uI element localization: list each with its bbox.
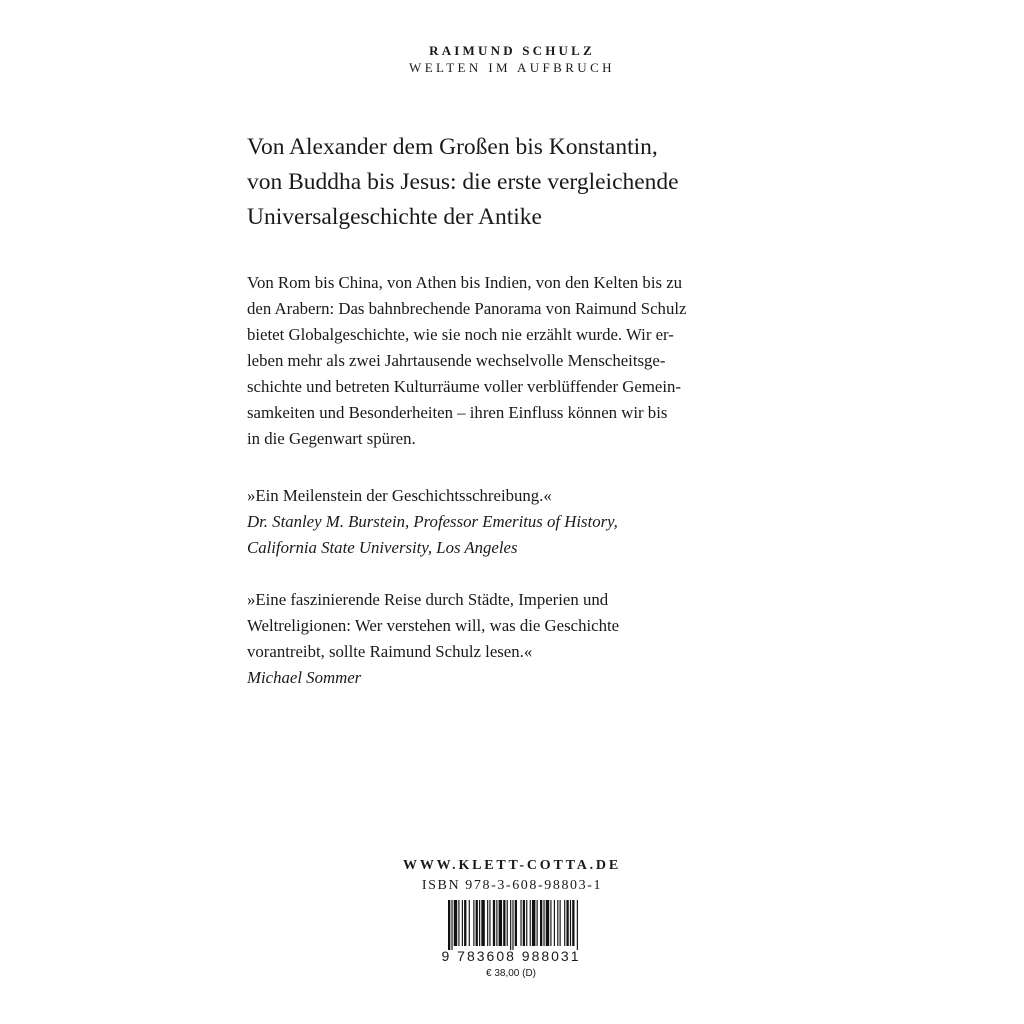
quote-attribution: California State University, Los Angeles	[247, 538, 518, 557]
barcode-bar	[481, 900, 484, 946]
barcode-bar	[554, 900, 555, 946]
headline-line: Universalgeschichte der Antike	[247, 204, 542, 230]
barcode-bar	[530, 900, 531, 946]
barcode-bar	[512, 900, 513, 950]
barcode-bar	[479, 900, 480, 946]
header	[0, 42, 1024, 76]
barcode-bar	[464, 900, 466, 946]
barcode-bar	[476, 900, 478, 946]
blurb-line: den Arabern: Das bahnbrechende Panorama von Raimund Schulz	[247, 299, 687, 318]
headline	[247, 130, 787, 235]
barcode-bar	[515, 900, 517, 946]
barcode-bar	[520, 900, 521, 946]
barcode-bar	[526, 900, 527, 946]
review-quote	[247, 587, 787, 691]
quote-line: Weltreligionen: Wer verstehen will, was die Geschichte	[247, 616, 620, 635]
barcode-bar	[454, 900, 457, 946]
quote-line: »Ein Meilenstein der Geschichtsschreibung.«	[247, 486, 552, 505]
barcode-bar	[503, 900, 505, 946]
barcode-bar	[469, 900, 470, 946]
barcode-bar	[499, 900, 502, 946]
barcode-bar	[546, 900, 549, 946]
barcode-bar	[451, 900, 452, 950]
blurb-line: Von Rom bis China, von Athen bis Indien, von den Kelten bis zu	[247, 273, 683, 292]
barcode-bar	[557, 900, 558, 946]
barcode-bar	[487, 900, 488, 946]
headline-line: von Buddha bis Jesus: die erste vergleichende	[247, 169, 679, 195]
barcode-bar	[566, 900, 568, 946]
isbn-number: ISBN 978-3-608-98803-1	[421, 878, 603, 893]
barcode-bar	[577, 900, 578, 950]
barcode-bar	[550, 900, 551, 946]
headline-line: Von Alexander dem Großen bis Konstantin,	[247, 134, 658, 160]
barcode	[436, 898, 586, 988]
barcode-bar	[537, 900, 538, 946]
barcode-bar	[540, 900, 542, 946]
barcode-bar	[543, 900, 544, 946]
barcode-digits: 9 783608 988031	[441, 948, 581, 964]
book-title: WELTEN IM AUFBRUCH	[409, 60, 615, 75]
barcode-bar	[473, 900, 474, 946]
barcode-bars	[436, 898, 586, 950]
barcode-bar	[496, 900, 497, 946]
blurb-line: in die Gegenwart spüren.	[247, 429, 416, 448]
quote-attribution: Dr. Stanley M. Burstein, Professor Emeritus of History,	[247, 512, 618, 531]
barcode-bar	[564, 900, 565, 946]
barcode-bar	[448, 900, 450, 950]
blurb-paragraph	[247, 270, 787, 452]
barcode-bar	[507, 900, 508, 946]
barcode-bar	[510, 900, 511, 950]
quote-line: vorantreibt, sollte Raimund Schulz lesen.«	[247, 642, 533, 661]
publisher-website[interactable]: WWW.KLETT-COTTA.DE	[403, 858, 621, 873]
blurb-line: bietet Globalgeschichte, wie sie noch nie erzählt wurde. Wir er-	[247, 325, 674, 344]
blurb-line: leben mehr als zwei Jahrtausende wechselvolle Menscheitsge-	[247, 351, 666, 370]
barcode-bar	[532, 900, 535, 946]
blurb-line: schichte und betreten Kulturräume voller verblüffender Gemein-	[247, 377, 681, 396]
barcode-bar	[458, 900, 459, 946]
footer	[0, 856, 1024, 895]
quote-attribution: Michael Sommer	[247, 668, 362, 687]
barcode-bar	[489, 900, 490, 946]
blurb-line: samkeiten und Besonderheiten – ihren Einfluss können wir bis	[247, 403, 668, 422]
quote-line: »Eine faszinierende Reise durch Städte, Imperien und	[247, 590, 609, 609]
barcode-bar	[493, 900, 495, 946]
price-label: € 38,00 (D)	[485, 968, 537, 979]
barcode-bar	[462, 900, 463, 946]
barcode-bar	[560, 900, 561, 946]
barcode-bar	[570, 900, 571, 946]
barcode-bar	[572, 900, 574, 946]
barcode-bar	[523, 900, 525, 946]
author-name: RAIMUND SCHULZ	[429, 43, 595, 58]
review-quote	[247, 483, 787, 561]
